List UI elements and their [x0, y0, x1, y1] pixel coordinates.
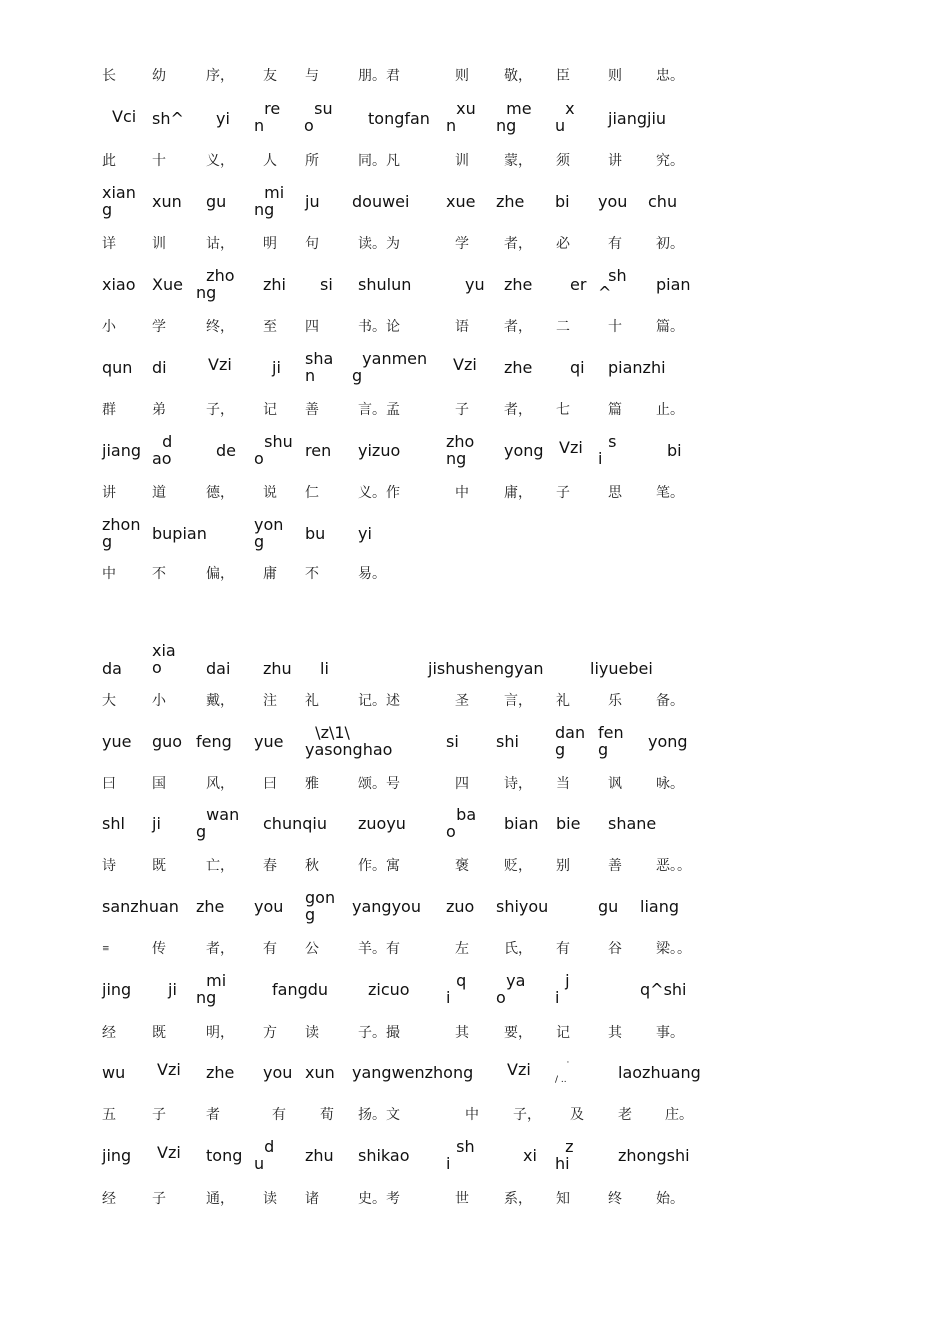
hanzi-char: 戴，: [206, 693, 234, 709]
pinyin-syllable: you: [598, 192, 628, 211]
pinyin-syllable: zuo: [446, 897, 475, 916]
hanzi-char: 五: [102, 1107, 116, 1123]
pinyin-syllable: yue: [254, 732, 284, 751]
pinyin-syllable: Vzi: [453, 355, 477, 374]
hanzi-char: 究。: [656, 153, 684, 169]
hanzi-char: 朋。君: [358, 68, 400, 84]
pinyin-syllable: jiangjiu: [608, 109, 667, 128]
pinyin-syllable: zhi: [263, 275, 286, 294]
pinyin-syllable: xun: [305, 1063, 335, 1082]
pinyin-syllable: yizuo: [358, 441, 401, 460]
pinyin-syllable: liyuebei: [590, 659, 653, 678]
pinyin-syllable: jing: [102, 980, 132, 999]
hanzi-char: 作。寓: [358, 858, 400, 874]
hanzi-char: 记: [556, 1025, 570, 1041]
pinyin-syllable: tongfan: [368, 109, 430, 128]
pinyin-syllable: zhe: [196, 897, 225, 916]
hanzi-char: 诸: [305, 1191, 319, 1207]
pinyin-syllable: bian: [504, 814, 539, 833]
pinyin-syllable: ji: [168, 980, 177, 999]
hanzi-char: 别: [556, 858, 570, 874]
hanzi-char: 始。: [656, 1191, 684, 1207]
hanzi-char: 系，: [504, 1191, 532, 1207]
pinyin-syllable: mi ng: [254, 183, 285, 219]
hanzi-char: 颂。号: [358, 776, 400, 792]
hanzi-char: 曰: [263, 776, 277, 792]
hanzi-char: 庄。: [665, 1107, 693, 1123]
pinyin-syllable: s i: [598, 432, 617, 468]
hanzi-char: 春: [263, 858, 277, 874]
hanzi-char: 贬，: [504, 858, 532, 874]
hanzi-char: 书。论: [358, 319, 400, 335]
hanzi-char: 义。作: [358, 485, 400, 501]
hanzi-char: 曰: [102, 776, 116, 792]
hanzi-char: 四: [455, 776, 469, 792]
pinyin-syllable: li: [320, 659, 329, 678]
hanzi-char: 有: [608, 236, 622, 252]
pinyin-syllable: qi: [570, 358, 585, 377]
hanzi-char: 不: [152, 566, 166, 582]
pinyin-syllable: yi: [216, 109, 230, 128]
hanzi-char: 思: [608, 485, 622, 501]
pinyin-syllable: jiang: [102, 441, 141, 460]
hanzi-char: 则: [608, 68, 622, 84]
hanzi-char: 子。撮: [358, 1025, 400, 1041]
hanzi-char: 必: [556, 236, 570, 252]
hanzi-char: 子: [152, 1107, 166, 1123]
hanzi-char: 有: [272, 1107, 286, 1123]
pinyin-syllable: yi: [358, 524, 372, 543]
pinyin-syllable: ji: [272, 358, 281, 377]
hanzi-char: 仁: [305, 485, 319, 501]
hanzi-char: 秋: [305, 858, 319, 874]
pinyin-syllable: wan g: [196, 805, 240, 841]
hanzi-char: 训: [152, 236, 166, 252]
hanzi-char: 说: [263, 485, 277, 501]
hanzi-char: 扬。文: [358, 1107, 400, 1123]
pinyin-syllable: ju: [305, 192, 320, 211]
pinyin-syllable: sha n: [305, 349, 334, 385]
pinyin-syllable: laozhuang: [618, 1063, 701, 1082]
pinyin-syllable: shl: [102, 814, 125, 833]
pinyin-syllable: sh ^: [598, 266, 627, 302]
pinyin-syllable: yue: [102, 732, 132, 751]
pinyin-syllable: fangdu: [272, 980, 329, 999]
pinyin-syllable: d ao: [152, 432, 173, 468]
pinyin-syllable: chu: [648, 192, 678, 211]
pinyin-syllable: shu o: [254, 432, 293, 468]
pinyin-syllable: pian: [656, 275, 691, 294]
pinyin-syllable: jishushengyan: [428, 659, 544, 678]
pinyin-syllable: shulun: [358, 275, 412, 294]
pinyin-syllable: zhe: [206, 1063, 235, 1082]
hanzi-char: 礼: [305, 693, 319, 709]
hanzi-char: 中: [102, 566, 116, 582]
hanzi-char: 记: [263, 402, 277, 418]
hanzi-char: 终，: [206, 319, 234, 335]
hanzi-char: 既: [152, 858, 166, 874]
pinyin-syllable: guo: [152, 732, 183, 751]
hanzi-char: 弟: [152, 402, 166, 418]
hanzi-char: 小: [152, 693, 166, 709]
pinyin-syllable: de: [216, 441, 236, 460]
hanzi-char: 羊。有: [358, 941, 400, 957]
pinyin-syllable: zhe: [504, 358, 533, 377]
pinyin-syllable: xi: [523, 1146, 537, 1165]
hanzi-char: 有: [556, 941, 570, 957]
hanzi-char: 咏。: [656, 776, 684, 792]
pinyin-syllable: bie: [556, 814, 581, 833]
hanzi-char: 与: [305, 68, 319, 84]
hanzi-char: 善: [305, 402, 319, 418]
hanzi-char: 者，: [206, 941, 234, 957]
hanzi-char: 大: [102, 693, 116, 709]
hanzi-char: 学: [455, 236, 469, 252]
hanzi-char: 德，: [206, 485, 234, 501]
hanzi-char: 十: [608, 319, 622, 335]
hanzi-char: 礼: [556, 693, 570, 709]
pinyin-syllable: j i: [555, 971, 570, 1007]
hanzi-char: 群: [102, 402, 116, 418]
pinyin-syllable: Vci: [112, 107, 137, 126]
hanzi-char: 小: [102, 319, 116, 335]
hanzi-char: 臣: [556, 68, 570, 84]
pinyin-syllable: x u: [555, 99, 575, 135]
hanzi-char: ≡: [102, 944, 110, 954]
hanzi-char: 须: [556, 153, 570, 169]
hanzi-char: 史。考: [358, 1191, 400, 1207]
pinyin-syllable: shikao: [358, 1146, 410, 1165]
hanzi-char: 记。述: [358, 693, 400, 709]
hanzi-char: 道: [152, 485, 166, 501]
pinyin-syllable: er: [570, 275, 587, 294]
pinyin-syllable: liang: [640, 897, 679, 916]
pinyin-syllable: pianzhi: [608, 358, 666, 377]
hanzi-char: 左: [455, 941, 469, 957]
pinyin-syllable: Vzi: [157, 1143, 181, 1162]
hanzi-char: 及: [570, 1107, 584, 1123]
hanzi-char: 四: [305, 319, 319, 335]
hanzi-char: 义，: [206, 153, 234, 169]
hanzi-char: 则: [455, 68, 469, 84]
hanzi-char: 者，: [504, 319, 532, 335]
pinyin-syllable: yanmen g: [352, 349, 428, 385]
hanzi-char: 篇。: [656, 319, 684, 335]
pinyin-syllable: di: [152, 358, 167, 377]
hanzi-char: 终: [608, 1191, 622, 1207]
pinyin-syllable: re n: [254, 99, 281, 135]
hanzi-char: 蒙，: [504, 153, 532, 169]
pinyin-syllable: ya o: [496, 971, 526, 1007]
pinyin-syllable: jing: [102, 1146, 132, 1165]
hanzi-char: 讲: [102, 485, 116, 501]
pinyin-syllable: fen g: [598, 723, 624, 759]
pinyin-syllable: yangyou: [352, 897, 421, 916]
hanzi-char: 传: [152, 941, 166, 957]
hanzi-char: 方: [263, 1025, 277, 1041]
hanzi-char: 荀: [320, 1107, 334, 1123]
pinyin-syllable: xun: [152, 192, 182, 211]
hanzi-char: 明，: [206, 1025, 234, 1041]
hanzi-char: 恶。。: [656, 858, 691, 874]
pinyin-syllable: gon g: [305, 888, 336, 924]
hanzi-char: 明: [263, 236, 277, 252]
hanzi-char: 庸，: [504, 485, 532, 501]
hanzi-char: 经: [102, 1025, 116, 1041]
hanzi-char: 诗，: [504, 776, 532, 792]
pinyin-syllable: tong: [206, 1146, 243, 1165]
pinyin-syllable: douwei: [352, 192, 410, 211]
hanzi-char: 子: [152, 1191, 166, 1207]
hanzi-char: 子，: [513, 1107, 541, 1123]
hanzi-char: 子: [556, 485, 570, 501]
hanzi-char: 雅: [305, 776, 319, 792]
pinyin-syllable: shiyou: [496, 897, 549, 916]
pinyin-syllable: ji: [152, 814, 161, 833]
hanzi-char: 长: [102, 68, 116, 84]
hanzi-char: 讲: [608, 153, 622, 169]
hanzi-char: 诗: [102, 858, 116, 874]
hanzi-char: 至: [263, 319, 277, 335]
pinyin-syllable: gu: [598, 897, 619, 916]
hanzi-char: 公: [305, 941, 319, 957]
hanzi-char: 者: [206, 1107, 220, 1123]
pinyin-syllable: feng: [196, 732, 232, 751]
hanzi-char: 者，: [504, 402, 532, 418]
hanzi-char: 言。孟: [358, 402, 400, 418]
pinyin-syllable: you: [263, 1063, 293, 1082]
pinyin-syllable: Vzi: [507, 1060, 531, 1079]
hanzi-char: 七: [556, 402, 570, 418]
hanzi-char: 通，: [206, 1191, 234, 1207]
hanzi-char: 讽: [608, 776, 622, 792]
hanzi-char: 中: [455, 485, 469, 501]
pinyin-syllable: dai: [206, 659, 231, 678]
hanzi-char: 忠。: [656, 68, 684, 84]
hanzi-char: 有: [263, 941, 277, 957]
pinyin-syllable: mi ng: [196, 971, 227, 1007]
pinyin-syllable: yon g: [254, 515, 284, 551]
pinyin-syllable: xue: [446, 192, 476, 211]
pinyin-syllable: shi: [496, 732, 519, 751]
pinyin-syllable: xiao: [102, 275, 136, 294]
pinyin-syllable: yangwenzhong: [352, 1063, 474, 1082]
hanzi-char: 十: [152, 153, 166, 169]
hanzi-char: 注: [263, 693, 277, 709]
pinyin-syllable: dan g: [555, 723, 586, 759]
pinyin-syllable: zho ng: [196, 266, 235, 302]
pinyin-syllable: su o: [304, 99, 333, 135]
hanzi-char: 同。凡: [358, 153, 400, 169]
hanzi-char: 圣: [455, 693, 469, 709]
hanzi-char: 二: [556, 319, 570, 335]
pinyin-syllable: ren: [305, 441, 332, 460]
hanzi-char: 庸: [263, 566, 277, 582]
hanzi-char: 详: [102, 236, 116, 252]
hanzi-char: 句: [305, 236, 319, 252]
hanzi-char: 风，: [206, 776, 234, 792]
hanzi-char: 中: [465, 1107, 479, 1123]
hanzi-char: 诂，: [206, 236, 234, 252]
pinyin-syllable: yong: [504, 441, 544, 460]
pinyin-syllable: gu: [206, 192, 227, 211]
hanzi-char: 氏，: [504, 941, 532, 957]
pinyin-syllable: you: [254, 897, 284, 916]
pinyin-syllable: bupian: [152, 524, 207, 543]
pinyin-syllable: xia o: [152, 641, 176, 677]
pinyin-syllable: da: [102, 659, 122, 678]
pinyin-syllable: q i: [446, 971, 467, 1007]
pinyin-syllable: sanzhuan: [102, 897, 179, 916]
pinyin-syllable: qun: [102, 358, 133, 377]
pinyin-syllable: zhe: [496, 192, 525, 211]
pinyin-syllable: xian g: [102, 183, 136, 219]
pinyin-syllable: Vzi: [559, 438, 583, 457]
pinyin-syllable: yong: [648, 732, 688, 751]
pinyin-syllable: zho ng: [446, 432, 475, 468]
pinyin-syllable: Vzi: [157, 1060, 181, 1079]
hanzi-char: 敬，: [504, 68, 532, 84]
hanzi-char: 友: [263, 68, 277, 84]
pinyin-syllable: sh^: [152, 109, 184, 128]
pinyin-syllable: me ng: [496, 99, 532, 135]
hanzi-char: 善: [608, 858, 622, 874]
pinyin-syllable: chunqiu: [263, 814, 327, 833]
pinyin-syllable: zhon g: [102, 515, 141, 551]
hanzi-char: 人: [263, 153, 277, 169]
pinyin-syllable: si: [446, 732, 459, 751]
pinyin-syllable: q^shi: [640, 980, 687, 999]
hanzi-char: 学: [152, 319, 166, 335]
pinyin-syllable: d u: [254, 1137, 275, 1173]
hanzi-char: 语: [455, 319, 469, 335]
hanzi-char: 经: [102, 1191, 116, 1207]
pinyin-syllable: ba o: [446, 805, 477, 841]
pinyin-syllable: shane: [608, 814, 657, 833]
hanzi-char: 不: [305, 566, 319, 582]
hanzi-char: 亡，: [206, 858, 234, 874]
hanzi-char: 子，: [206, 402, 234, 418]
pinyin-syllable: Xue: [152, 275, 183, 294]
hanzi-char: 老: [618, 1107, 632, 1123]
pinyin-syllable: z hi: [555, 1137, 574, 1173]
hanzi-char: 初。: [656, 236, 684, 252]
hanzi-char: 篇: [608, 402, 622, 418]
hanzi-char: 所: [305, 153, 319, 169]
hanzi-char: 言，: [504, 693, 532, 709]
pinyin-syllable: zicuo: [368, 980, 410, 999]
pinyin-syllable: zhu: [305, 1146, 334, 1165]
pinyin-syllable: zhe: [504, 275, 533, 294]
hanzi-char: 要，: [504, 1025, 532, 1041]
hanzi-char: 乐: [608, 693, 622, 709]
hanzi-char: 其: [608, 1025, 622, 1041]
hanzi-char: 备。: [656, 693, 684, 709]
hanzi-char: 易。: [358, 566, 386, 582]
hanzi-char: 既: [152, 1025, 166, 1041]
hanzi-char: 笔。: [656, 485, 684, 501]
hanzi-char: 褒: [455, 858, 469, 874]
pinyin-syllable: zhongshi: [618, 1146, 690, 1165]
pinyin-syllable: si: [320, 275, 333, 294]
hanzi-char: 偏，: [206, 566, 234, 582]
pinyin-syllable: bu: [305, 524, 326, 543]
hanzi-char: 此: [102, 153, 116, 169]
hanzi-char: 当: [556, 776, 570, 792]
hanzi-char: 止。: [656, 402, 684, 418]
hanzi-char: 训: [455, 153, 469, 169]
pinyin-syllable: · / ..: [555, 1058, 570, 1085]
hanzi-char: 国: [152, 776, 166, 792]
pinyin-syllable: zhu: [263, 659, 292, 678]
pinyin-syllable: wu: [102, 1063, 126, 1082]
hanzi-char: 子: [455, 402, 469, 418]
pinyin-syllable: bi: [667, 441, 682, 460]
hanzi-char: 者，: [504, 236, 532, 252]
hanzi-char: 其: [455, 1025, 469, 1041]
pinyin-syllable: yu: [465, 275, 485, 294]
hanzi-char: 读: [305, 1025, 319, 1041]
hanzi-char: 读。为: [358, 236, 400, 252]
hanzi-char: 读: [263, 1191, 277, 1207]
hanzi-char: 谷: [608, 941, 622, 957]
pinyin-syllable: zuoyu: [358, 814, 406, 833]
pinyin-syllable: xu n: [446, 99, 476, 135]
pinyin-syllable: bi: [555, 192, 570, 211]
hanzi-char: 幼: [152, 68, 166, 84]
hanzi-char: 序，: [206, 68, 234, 84]
hanzi-char: 知: [556, 1191, 570, 1207]
hanzi-char: 世: [455, 1191, 469, 1207]
pinyin-syllable: sh i: [446, 1137, 475, 1173]
hanzi-char: 事。: [656, 1025, 684, 1041]
pinyin-syllable: \z\1\ yasonghao: [305, 723, 393, 759]
pinyin-syllable: Vzi: [208, 355, 232, 374]
hanzi-char: 梁。。: [656, 941, 691, 957]
